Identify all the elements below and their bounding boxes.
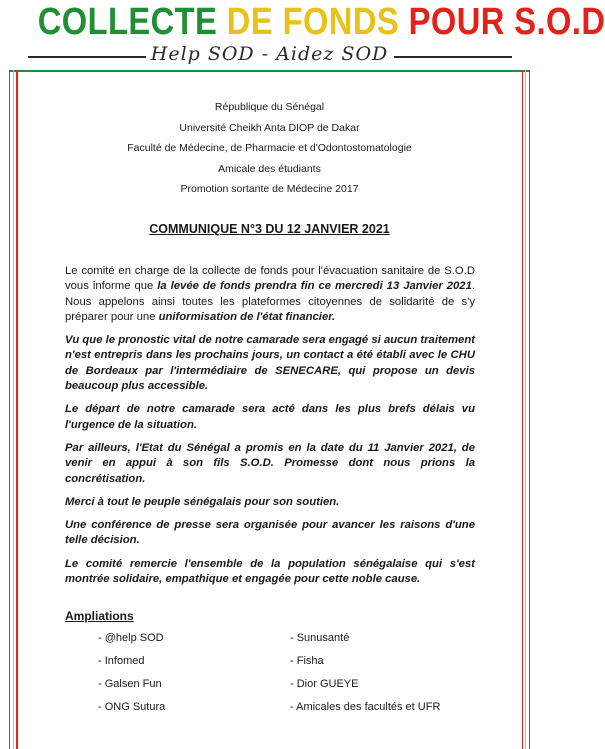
p1-text-d: uniformisation de l'état financier.: [158, 310, 336, 323]
ampliation-item: - Dior GUEYE: [290, 678, 359, 690]
header-line-university: Université Cheikh Anta DIOP de Dakar: [179, 121, 360, 134]
banner-word-pour-sod: POUR S.O.D: [408, 1, 605, 43]
header-line-faculty: Faculté de Médecine, de Pharmacie et d'Odontostomatologie: [127, 142, 412, 154]
header-line-promotion: Promotion sortante de Médecine 2017: [180, 183, 359, 195]
paragraph-2: Vu que le pronostic vital de notre camarade sera engagé si aucun traitement n'est entrepris dans les prochains jours, un contact a été établi avec le CHU de Bordeaux par l'intermédiaire de SENECARE, qui propose un devis beaucoup plus accessible.: [65, 334, 475, 393]
banner-word-collecte: COLLECTE: [37, 1, 218, 43]
paragraph-5: Merci à tout le peuple sénégalais pour son soutien.: [65, 495, 340, 508]
ampliation-item: - Amicales des facultés et UFR: [290, 701, 441, 713]
ampliation-item: - Infomed: [98, 655, 145, 667]
paragraph-3: Le départ de notre camarade sera acté dans les plus brefs délais vu l'urgence de la situation.: [65, 403, 475, 431]
communique-body: [65, 264, 475, 595]
communique-title: COMMUNIQUE N°3 DU 12 JANVIER 2021: [149, 222, 390, 236]
ampliation-item: - ONG Sutura: [98, 701, 166, 713]
paragraph-7: Le comité remercie l'ensemble de la population sénégalaise qui s'est montrée solidaire, empathique et engagée pour cette noble cause.: [65, 557, 475, 586]
p1-text-c: . Nous appelons ainsi toutes les plateformes citoyennes de solidarité de s'y préparer pour une: [65, 280, 475, 323]
institution-header: [0, 100, 539, 203]
paragraph-4: Par ailleurs, l'Etat du Sénégal a promis en la date du 11 Janvier 2021, de venir en appui à son fils S.O.D. Promesse dont nous prions la concrétisation.: [65, 441, 475, 485]
p1-text-b: la levée de fonds prendra fin ce mercredi 13 Janvier 2021: [157, 280, 472, 293]
header-line-association: Amicale des étudiants: [218, 162, 321, 175]
ampliation-item: - @help SOD: [98, 632, 164, 644]
ampliations-title: Ampliations: [65, 609, 134, 623]
banner-word-de-fonds: DE FONDS: [226, 1, 400, 43]
header-line-country: République du Sénégal: [214, 101, 325, 113]
ampliation-item: - Sunusanté: [290, 632, 350, 644]
p1-text-a: Le comité en charge de la collecte de fonds pour l'évacuation sanitaire de S.O.D vous informe que: [65, 265, 475, 293]
paragraph-1: [65, 264, 475, 325]
banner: [0, 0, 605, 72]
banner-title: [37, 1, 605, 43]
ampliation-item: - Fisha: [290, 655, 324, 667]
paragraph-6: Une conférence de presse sera organisée pour avancer les raisons d'une telle décision.: [65, 519, 475, 547]
ampliation-item: - Galsen Fun: [98, 678, 162, 690]
banner-subtitle: Help SOD - Aidez SOD: [150, 43, 389, 65]
